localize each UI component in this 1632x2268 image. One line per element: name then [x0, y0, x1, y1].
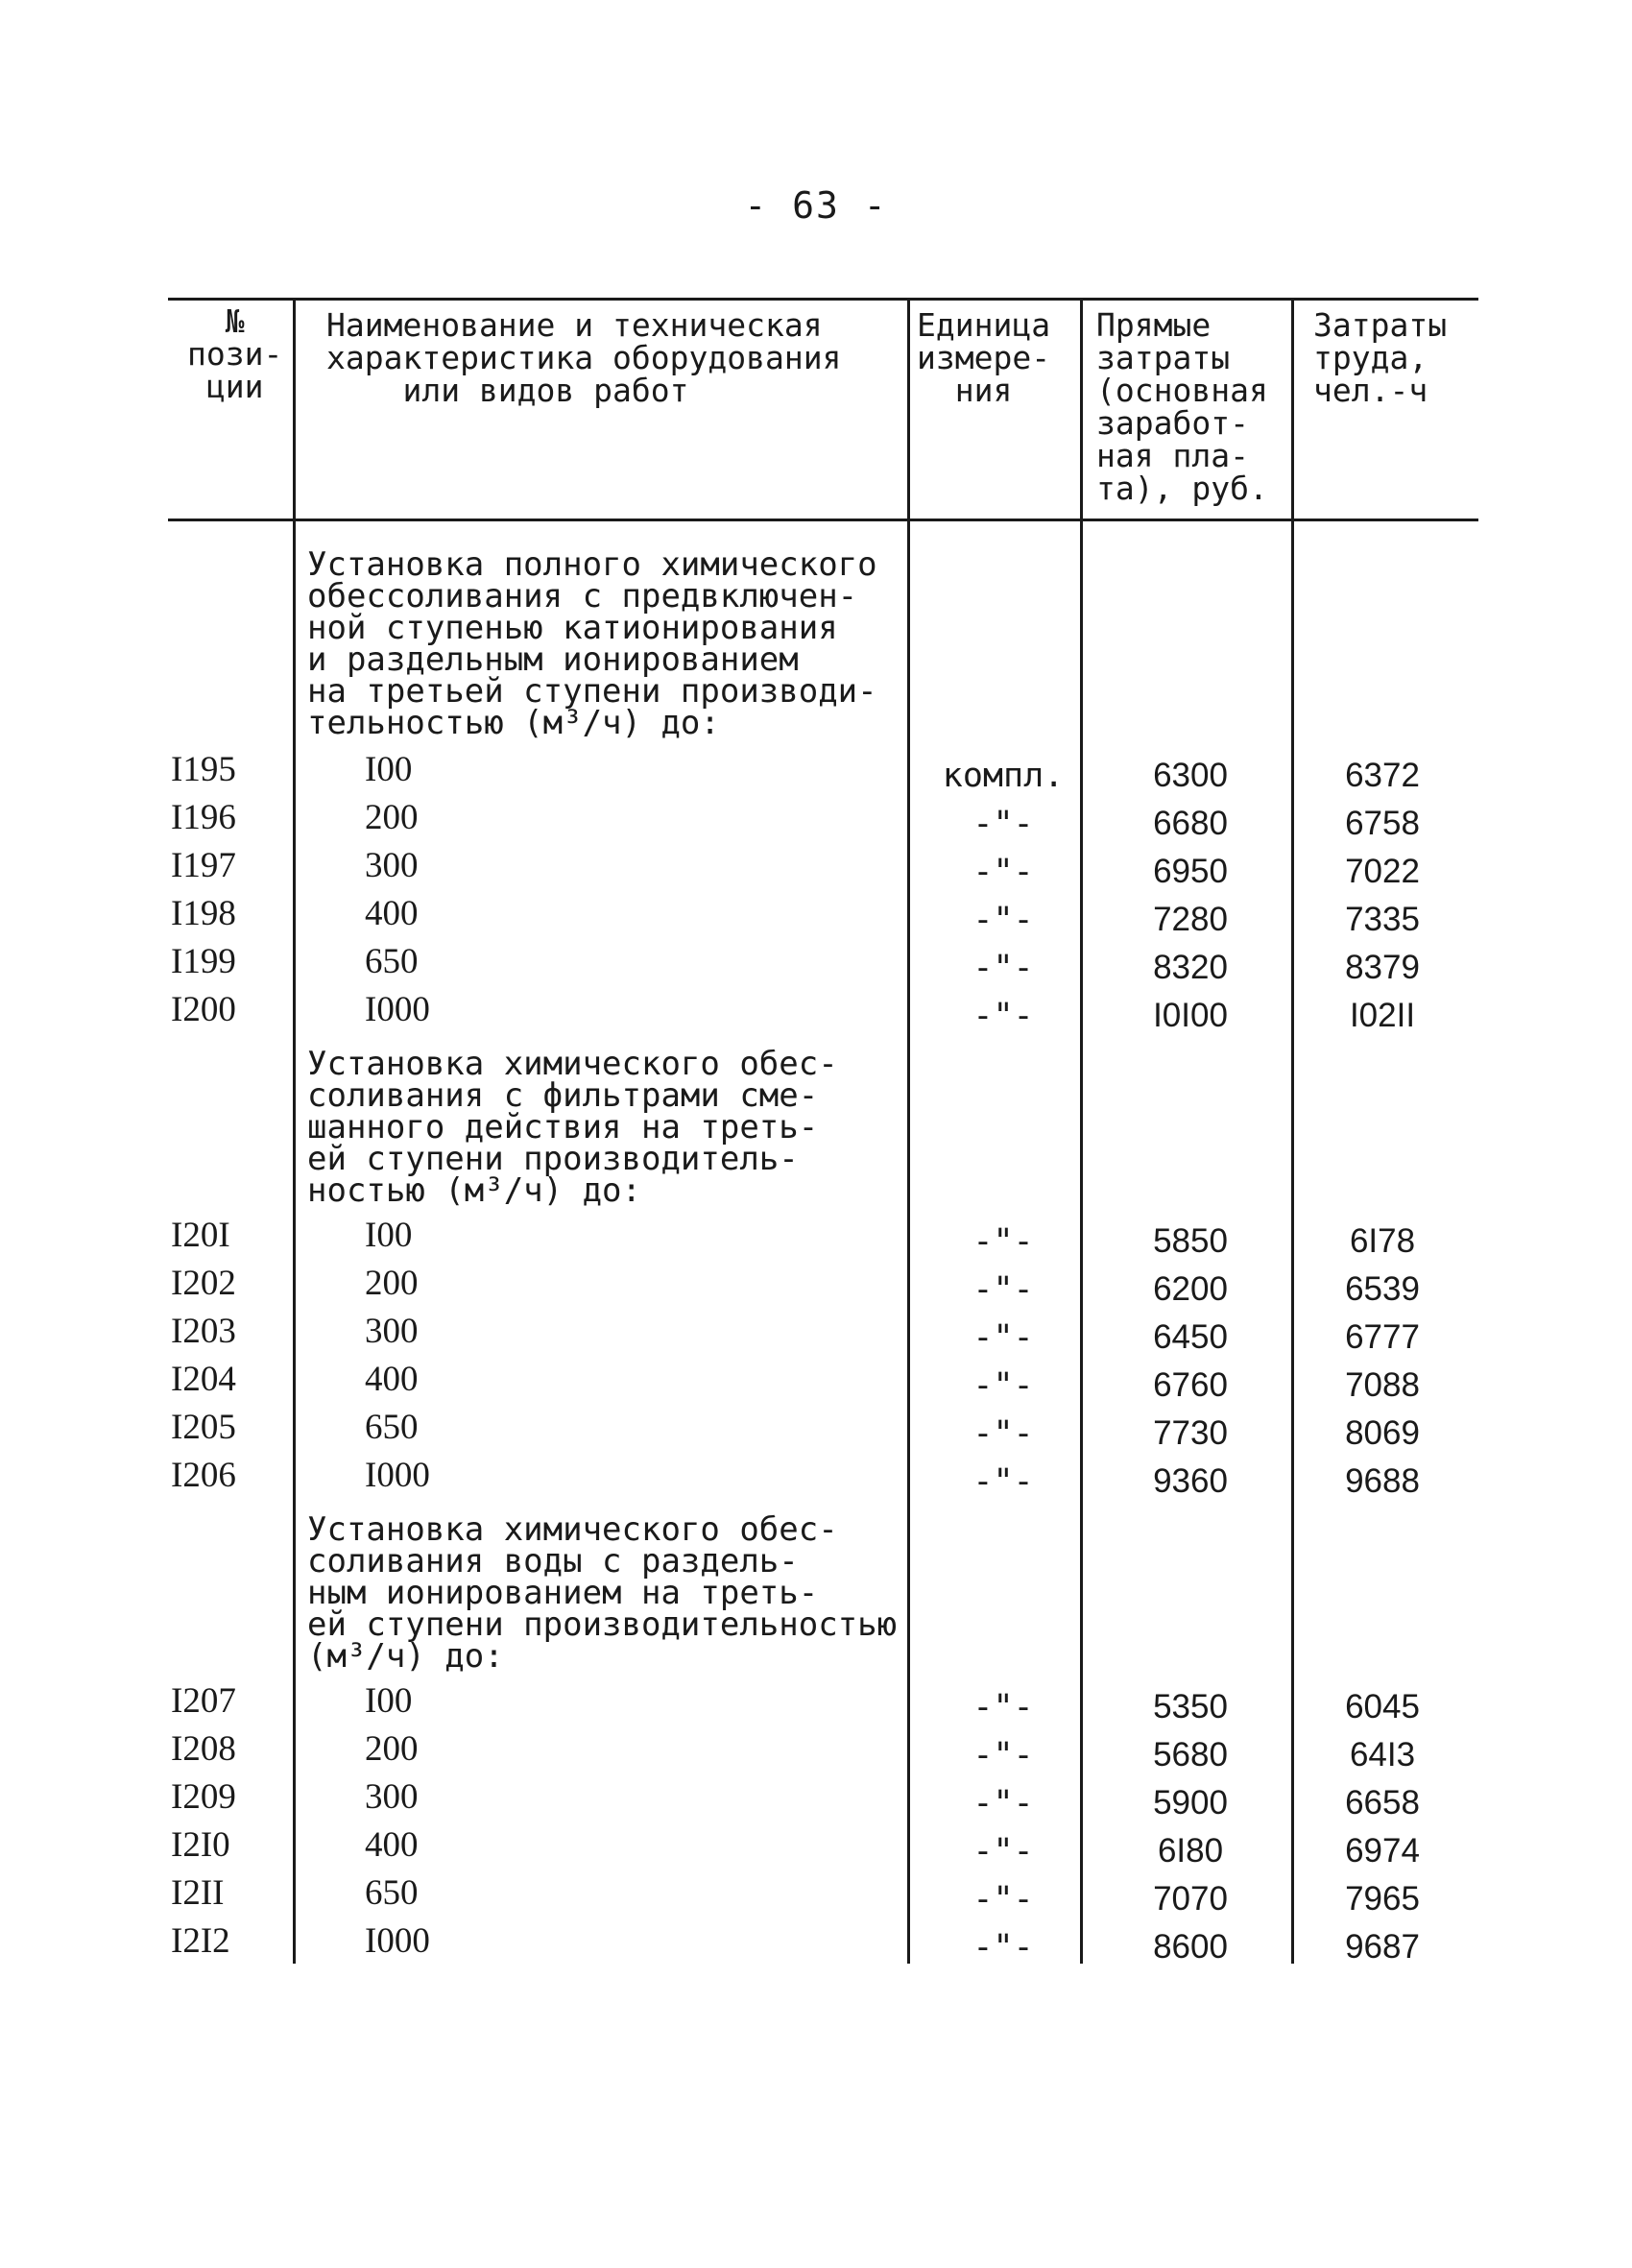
position-number: I2I2 — [171, 1921, 230, 1961]
direct-cost: 8320 — [1153, 949, 1228, 986]
capacity: 400 — [365, 1825, 419, 1865]
unit: -"- — [972, 1318, 1034, 1357]
position-number: I20I — [171, 1216, 230, 1255]
direct-cost: 5680 — [1153, 1736, 1228, 1773]
direct-cost: 7070 — [1153, 1880, 1228, 1918]
table-row — [0, 1728, 1632, 1776]
unit: -"- — [972, 1414, 1034, 1453]
direct-cost: 6950 — [1153, 853, 1228, 890]
direct-cost: 6450 — [1153, 1318, 1228, 1356]
header-bottom-rule — [168, 519, 1478, 521]
direct-cost: 7730 — [1153, 1414, 1228, 1452]
capacity: 650 — [365, 942, 419, 981]
unit: -"- — [972, 997, 1034, 1035]
unit: -"- — [972, 1736, 1034, 1774]
table-row — [0, 989, 1632, 1037]
page-number: - 63 - — [744, 184, 888, 227]
position-number: I207 — [171, 1681, 236, 1721]
unit: -"- — [972, 949, 1034, 987]
unit: -"- — [972, 1688, 1034, 1726]
labor-cost: 7022 — [1345, 853, 1420, 890]
labor-cost: 6045 — [1345, 1688, 1420, 1725]
direct-cost: 5900 — [1153, 1784, 1228, 1822]
header-position: № пози- ции — [187, 302, 283, 405]
group-title: Установка химического обес- соливания воды с раздель- ным ионированием на треть- ей ступени производительностью (м³/ч) до: — [307, 1510, 898, 1676]
table-row — [0, 1920, 1632, 1968]
position-number: I203 — [171, 1312, 236, 1351]
table-row — [0, 1215, 1632, 1263]
table-row — [0, 797, 1632, 845]
unit: -"- — [972, 853, 1034, 891]
direct-cost: I0I00 — [1153, 997, 1228, 1034]
labor-cost: 9688 — [1345, 1462, 1420, 1500]
position-number: I2I0 — [171, 1825, 230, 1865]
table-row — [0, 1776, 1632, 1824]
unit: -"- — [972, 1366, 1034, 1405]
unit: -"- — [972, 901, 1034, 939]
direct-cost: 5850 — [1153, 1222, 1228, 1260]
labor-cost: 6758 — [1345, 805, 1420, 842]
table-row — [0, 1263, 1632, 1311]
group-title: Установка химического обес- соливания с фильтрами сме- шанного действия на треть- ей ступени производитель- ностью (м³/ч) до: — [307, 1045, 838, 1210]
direct-cost: 6I80 — [1157, 1832, 1224, 1870]
header-labor: Затраты труда, чел.-ч — [1313, 306, 1448, 409]
direct-cost: 9360 — [1153, 1462, 1228, 1500]
labor-cost: 8069 — [1345, 1414, 1420, 1452]
header-name: Наименование и техническая характеристика оборудования или видов работ — [326, 306, 842, 409]
position-number: I196 — [171, 798, 236, 837]
position-number: I200 — [171, 990, 236, 1029]
capacity: I00 — [365, 750, 413, 789]
header-direct-cost: Прямые затраты (основная заработ- ная пла- та), руб. — [1096, 306, 1268, 507]
table-row — [0, 1824, 1632, 1872]
capacity: 200 — [365, 1264, 419, 1303]
labor-cost: 9687 — [1345, 1928, 1420, 1966]
capacity: I000 — [365, 990, 430, 1029]
labor-cost: I02II — [1349, 997, 1416, 1034]
capacity: 650 — [365, 1408, 419, 1447]
table-row — [0, 941, 1632, 989]
position-number: I195 — [171, 750, 236, 789]
position-number: I205 — [171, 1408, 236, 1447]
table-row — [0, 1311, 1632, 1359]
table-row — [0, 1359, 1632, 1407]
capacity: I00 — [365, 1681, 413, 1721]
table-row — [0, 1680, 1632, 1728]
capacity: 300 — [365, 1777, 419, 1817]
position-number: I198 — [171, 894, 236, 933]
labor-cost: 6372 — [1345, 757, 1420, 794]
unit: -"- — [972, 1462, 1034, 1501]
unit: -"- — [972, 1270, 1034, 1309]
capacity: 400 — [365, 894, 419, 933]
unit: -"- — [972, 1222, 1034, 1261]
position-number: I208 — [171, 1729, 236, 1769]
table-row — [0, 749, 1632, 797]
table-row — [0, 1455, 1632, 1503]
unit: -"- — [972, 1880, 1034, 1918]
labor-cost: 6777 — [1345, 1318, 1420, 1356]
position-number: I199 — [171, 942, 236, 981]
group-title: Установка полного химического обессоливания с предвключен- ной ступенью катионирования и раздельным ионированием на третьей ступени производи- тельностью (м³/ч) до: — [307, 545, 877, 742]
table-top-rule — [168, 298, 1478, 301]
unit: -"- — [972, 1928, 1034, 1966]
capacity: 400 — [365, 1360, 419, 1399]
direct-cost: 7280 — [1153, 901, 1228, 938]
capacity: 200 — [365, 1729, 419, 1769]
direct-cost: 6200 — [1153, 1270, 1228, 1308]
capacity: 300 — [365, 1312, 419, 1351]
labor-cost: 6I78 — [1349, 1222, 1416, 1260]
position-number: I2II — [171, 1873, 225, 1913]
position-number: I197 — [171, 846, 236, 885]
capacity: I00 — [365, 1216, 413, 1255]
direct-cost: 6300 — [1153, 757, 1228, 794]
unit: -"- — [972, 805, 1034, 843]
table-row — [0, 845, 1632, 893]
table-row — [0, 1407, 1632, 1455]
direct-cost: 6680 — [1153, 805, 1228, 842]
labor-cost: 7088 — [1345, 1366, 1420, 1404]
labor-cost: 6974 — [1345, 1832, 1420, 1870]
labor-cost: 6539 — [1345, 1270, 1420, 1308]
capacity: 200 — [365, 798, 419, 837]
unit: -"- — [972, 1832, 1034, 1870]
labor-cost: 8379 — [1345, 949, 1420, 986]
unit: компл. — [942, 757, 1065, 795]
direct-cost: 5350 — [1153, 1688, 1228, 1725]
labor-cost: 6658 — [1345, 1784, 1420, 1822]
position-number: I209 — [171, 1777, 236, 1817]
position-number: I206 — [171, 1456, 236, 1495]
header-unit: Единица измере- ния — [917, 306, 1051, 409]
capacity: I000 — [365, 1456, 430, 1495]
table-row — [0, 1872, 1632, 1920]
labor-cost: 7965 — [1345, 1880, 1420, 1918]
position-number: I202 — [171, 1264, 236, 1303]
table-row — [0, 893, 1632, 941]
capacity: 650 — [365, 1873, 419, 1913]
unit: -"- — [972, 1784, 1034, 1822]
labor-cost: 64I3 — [1349, 1736, 1416, 1773]
direct-cost: 6760 — [1153, 1366, 1228, 1404]
position-number: I204 — [171, 1360, 236, 1399]
direct-cost: 8600 — [1153, 1928, 1228, 1966]
labor-cost: 7335 — [1345, 901, 1420, 938]
capacity: 300 — [365, 846, 419, 885]
capacity: I000 — [365, 1921, 430, 1961]
